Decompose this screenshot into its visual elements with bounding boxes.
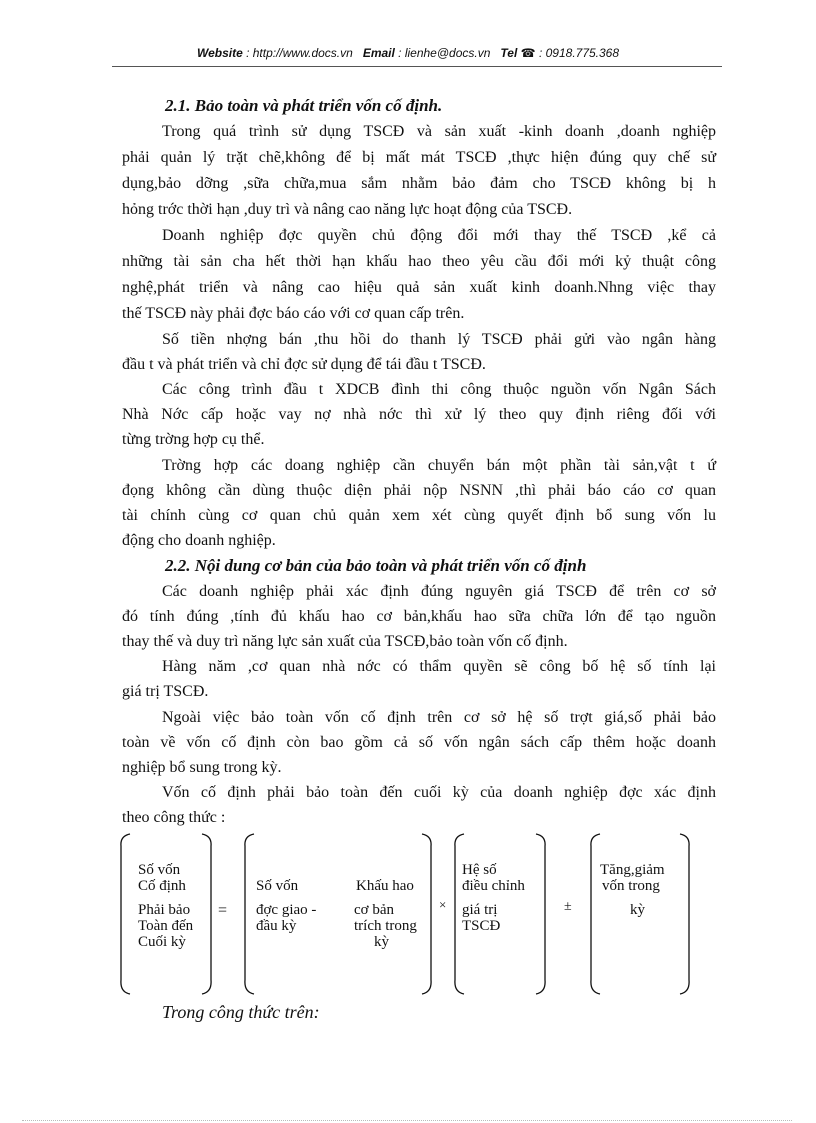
paragraph-line: dụng,bảo dỡng ,sữa chữa,mua sắm nhằm bảo đảm cho TSCĐ không bị h bbox=[122, 175, 716, 192]
website-label: Website bbox=[196, 46, 243, 60]
formula-left-line: Cuối kỳ bbox=[138, 934, 186, 950]
paragraph-line: giá trị TSCĐ. bbox=[122, 683, 209, 700]
bracket-left-close bbox=[202, 834, 211, 994]
paragraph-line: hỏng trớc thời hạn ,duy trì và nâng cao năng lực hoạt động của TSCĐ. bbox=[122, 201, 573, 218]
formula-opening-line: Số vốn bbox=[256, 878, 299, 894]
bracket-middle-open bbox=[245, 834, 254, 994]
formula-change-line: vốn trong bbox=[602, 878, 660, 894]
email-value: : lienhe@docs.vn bbox=[394, 46, 491, 60]
formula-brackets bbox=[118, 832, 698, 998]
formula-depreciation-line: kỳ bbox=[374, 934, 389, 950]
formula-left-line: Cố định bbox=[138, 878, 186, 894]
paragraph-line: Trờng hợp các doang nghiệp cần chuyển bán một phần tài sản,vật t ứ bbox=[162, 457, 716, 474]
bracket-left-open bbox=[121, 834, 130, 994]
capital-formula bbox=[118, 832, 698, 998]
header-divider bbox=[112, 66, 722, 67]
paragraph-line: đọng không cần dùng thuộc diện phải nộp NSNN ,thì phải báo cáo cơ quan bbox=[122, 482, 716, 499]
tel-label: Tel bbox=[500, 46, 518, 60]
paragraph-line: những tài sản cha hết thời hạn khấu hao theo yêu cầu đổi mới kỷ thuật công bbox=[122, 253, 716, 270]
tel-value: : 0918.775.368 bbox=[535, 46, 620, 60]
formula-change-line: Tăng,giảm bbox=[600, 862, 665, 878]
paragraph-line: theo công thức : bbox=[122, 809, 226, 826]
formula-coefficient-line: giá trị bbox=[462, 902, 498, 918]
formula-depreciation-line: Khấu hao bbox=[356, 878, 414, 894]
paragraph-line: Trong quá trình sử dụng TSCĐ và sản xuất -kinh doanh ,doanh nghiệp bbox=[162, 123, 716, 140]
page-header bbox=[0, 46, 816, 60]
bracket-change-close bbox=[680, 834, 689, 994]
page-bottom-border bbox=[22, 1120, 792, 1121]
paragraph-line: Vốn cố định phải bảo toàn đến cuối kỳ của doanh nghiệp đợc xác định bbox=[162, 784, 716, 801]
times-sign: × bbox=[439, 897, 447, 912]
formula-left-line: Số vốn bbox=[138, 862, 181, 878]
paragraph-line: Các doanh nghiệp phải xác định đúng nguyên giá TSCĐ để trên cơ sở bbox=[162, 583, 716, 600]
bracket-change-open bbox=[591, 834, 600, 994]
bracket-middle-close bbox=[422, 834, 431, 994]
formula-depreciation-line: trích trong bbox=[354, 918, 417, 934]
paragraph-line: đó tính đúng ,tính đủ khấu hao cơ bản,khấu hao sữa chữa lớn để tạo nguồn bbox=[122, 608, 716, 625]
paragraph-line: Hàng năm ,cơ quan nhà nớc có thẩm quyền sẽ công bố hệ số tính lại bbox=[162, 658, 716, 675]
formula-coefficient-line: Hệ số bbox=[462, 862, 497, 878]
bracket-coef-close bbox=[536, 834, 545, 994]
paragraph-line: Ngoài việc bảo toàn vốn cố định trên cơ sở hệ số trợt giá,số phải bảo bbox=[162, 709, 716, 726]
formula-change-line: kỳ bbox=[630, 902, 645, 918]
paragraph-line: Số tiền nhợng bán ,thu hồi do thanh lý TSCĐ phải gửi vào ngân hàng bbox=[162, 331, 716, 348]
formula-left-line: Phải bảo bbox=[138, 902, 191, 918]
formula-left-line: Toàn đến bbox=[138, 918, 194, 934]
email-label: Email bbox=[362, 46, 395, 60]
paragraph-line: đầu t và phát triển và chỉ đợc sử dụng để tái đầu t TSCĐ. bbox=[122, 356, 486, 373]
formula-coefficient-line: điều chỉnh bbox=[462, 878, 525, 894]
formula-depreciation-line: cơ bản bbox=[354, 902, 394, 918]
paragraph-line: phải quản lý trặt chẽ,không để bị mất mát TSCĐ ,thực hiện đúng quy chế sử bbox=[122, 149, 716, 166]
paragraph-line: Doanh nghiệp đợc quyền chủ động đổi mới thay thế TSCĐ ,kể cả bbox=[162, 227, 716, 244]
paragraph-line: nghiệp bổ sung trong kỳ. bbox=[122, 759, 282, 776]
phone-icon: ☎ bbox=[520, 46, 536, 60]
formula-opening-line: đợc giao - bbox=[256, 902, 317, 918]
section-1-title: 2.1. Bảo toàn và phát triển vốn cố định. bbox=[165, 96, 443, 115]
paragraph-line: động cho doanh nghiệp. bbox=[122, 532, 276, 549]
equals-sign: = bbox=[218, 902, 228, 919]
website-value: : http://www.docs.vn bbox=[242, 46, 353, 60]
paragraph-line: Nhà Nớc cấp hoặc vay nợ nhà nớc thì xử lý theo quy định riêng đối với bbox=[122, 406, 716, 423]
section-2-title: 2.2. Nội dung cơ bản của bảo toàn và phát triển vốn cố định bbox=[165, 556, 587, 575]
formula-opening-line: đầu kỳ bbox=[256, 918, 297, 934]
paragraph-line: thế TSCĐ này phải đợc báo cáo với cơ quan cấp trên. bbox=[122, 305, 465, 322]
formula-caption: Trong công thức trên: bbox=[162, 1002, 320, 1022]
paragraph-line: nghệ,phát triển và nâng cao hiệu quả sản xuất kinh doanh.Nhng việc thay bbox=[122, 279, 716, 296]
paragraph-line: từng trờng hợp cụ thể. bbox=[122, 431, 265, 448]
plus-minus-sign: ± bbox=[564, 899, 572, 914]
formula-coefficient-line: TSCĐ bbox=[462, 918, 501, 934]
paragraph-line: toàn về vốn cố định còn bao gồm cả số vốn ngân sách cấp thêm hoặc doanh bbox=[122, 734, 716, 751]
paragraph-line: thay thế và duy trì năng lực sản xuất của TSCĐ,bảo toàn vốn cố định. bbox=[122, 633, 568, 650]
paragraph-line: tài chính cùng cơ quan chủ quản xem xét cùng quyết định bổ sung vốn lu bbox=[122, 507, 716, 524]
paragraph-line: Các công trình đầu t XDCB đình thi công thuộc nguồn vốn Ngân Sách bbox=[162, 381, 716, 398]
